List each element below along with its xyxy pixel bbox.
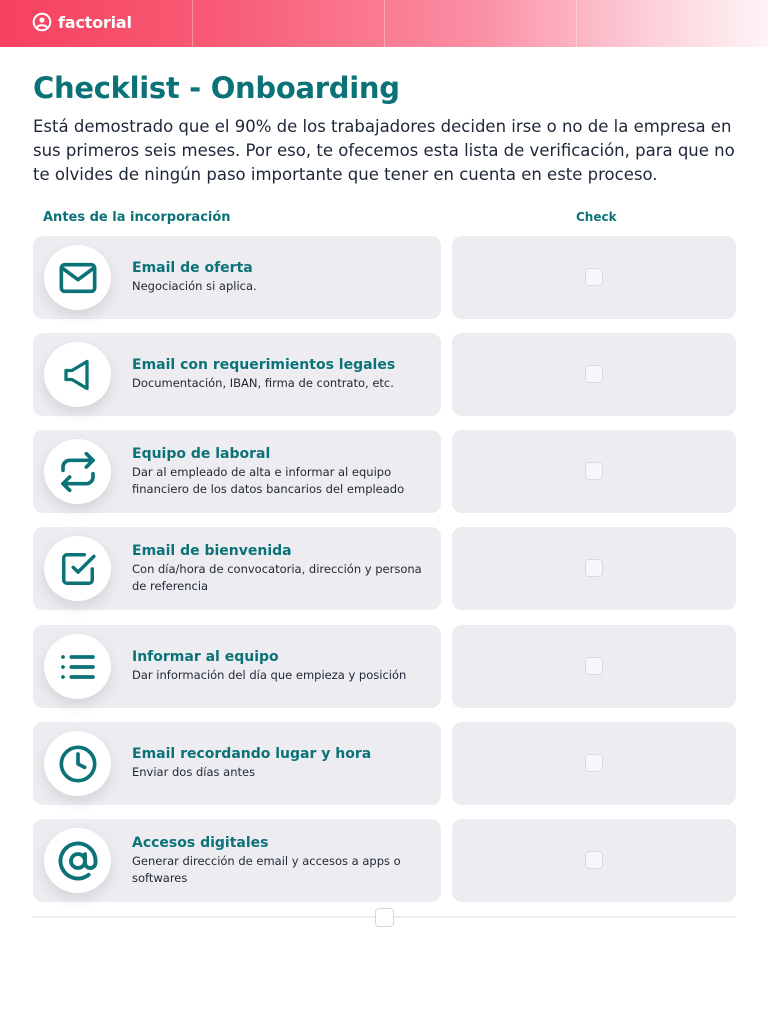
checklist-item-card <box>33 333 441 416</box>
checkbox[interactable] <box>585 462 603 480</box>
check-cell <box>452 333 736 416</box>
clock-icon <box>58 744 98 784</box>
check-cell <box>452 819 736 902</box>
checkbox[interactable] <box>585 851 603 869</box>
checklist-row <box>33 527 736 610</box>
checklist-item-card <box>33 722 441 805</box>
item-title: Informar al equipo <box>132 649 279 665</box>
item-description: Generar dirección de email y accesos a apps o softwares <box>132 853 401 885</box>
header-divider <box>384 0 385 47</box>
header-divider <box>576 0 577 47</box>
at-sign-icon <box>57 840 99 882</box>
icon-badge <box>44 536 111 601</box>
factorial-logo <box>32 12 132 32</box>
item-title: Email de oferta <box>132 260 253 276</box>
column-header-before: Antes de la incorporación <box>43 210 231 225</box>
megaphone-icon <box>60 357 96 393</box>
repeat-icon <box>58 452 98 492</box>
item-description: Enviar dos días antes <box>132 765 256 779</box>
list-icon <box>58 647 98 687</box>
checkbox[interactable] <box>585 268 603 286</box>
mail-icon <box>58 258 98 298</box>
item-description: Negociación si aplica. <box>132 279 257 293</box>
brand-name: factorial <box>58 12 132 32</box>
check-square-icon <box>59 550 97 588</box>
checklist-item-card <box>33 236 441 319</box>
item-description: Dar información del día que empieza y posición <box>132 668 407 682</box>
checklist-row <box>33 722 736 805</box>
checklist-row <box>33 236 736 319</box>
item-description: Dar al empleado de alta e informar al equipo financiero de los datos bancarios del empleado <box>132 464 405 496</box>
check-cell <box>452 625 736 708</box>
check-cell <box>452 430 736 513</box>
intro-paragraph: Está demostrado que el 90% de los trabajadores deciden irse o no de la empresa en sus primeros seis meses. Por eso, te ofecemos esta lista de verificación, para que no te olvides de ningún paso importante que tener en cuenta en este proceso. <box>33 117 735 184</box>
footer-checkbox[interactable] <box>375 908 394 927</box>
checklist-row <box>33 333 736 416</box>
checklist-item-card <box>33 527 441 610</box>
page-title: Checklist - Onboarding <box>33 71 400 105</box>
check-cell <box>452 236 736 319</box>
icon-badge <box>44 245 111 310</box>
factorial-logo-icon <box>32 12 52 32</box>
item-title: Email con requerimientos legales <box>132 357 396 373</box>
item-title: Equipo de laboral <box>132 445 271 462</box>
checklist-row <box>33 819 736 902</box>
checkbox[interactable] <box>585 754 603 772</box>
checklist-row <box>33 625 736 708</box>
check-cell <box>452 722 736 805</box>
item-title: Accesos digitales <box>132 834 269 851</box>
checklist-item-card <box>33 430 441 513</box>
checklist-item-card <box>33 625 441 708</box>
icon-badge <box>44 342 111 407</box>
column-header-check: Check <box>576 210 617 224</box>
icon-badge <box>44 439 111 504</box>
item-title: Email recordando lugar y hora <box>132 746 372 762</box>
header-divider <box>192 0 193 47</box>
item-title: Email de bienvenida <box>132 542 292 559</box>
icon-badge <box>44 828 111 893</box>
checkbox[interactable] <box>585 365 603 383</box>
icon-badge <box>44 634 111 699</box>
check-cell <box>452 527 736 610</box>
item-description: Con día/hora de convocatoria, dirección y persona de referencia <box>132 561 422 593</box>
checklist-item-card <box>33 819 441 902</box>
item-description: Documentación, IBAN, firma de contrato, etc. <box>132 376 394 390</box>
checklist-row <box>33 430 736 513</box>
checkbox[interactable] <box>585 657 603 675</box>
icon-badge <box>44 731 111 796</box>
checkbox[interactable] <box>585 559 603 577</box>
brand-header <box>0 0 768 47</box>
